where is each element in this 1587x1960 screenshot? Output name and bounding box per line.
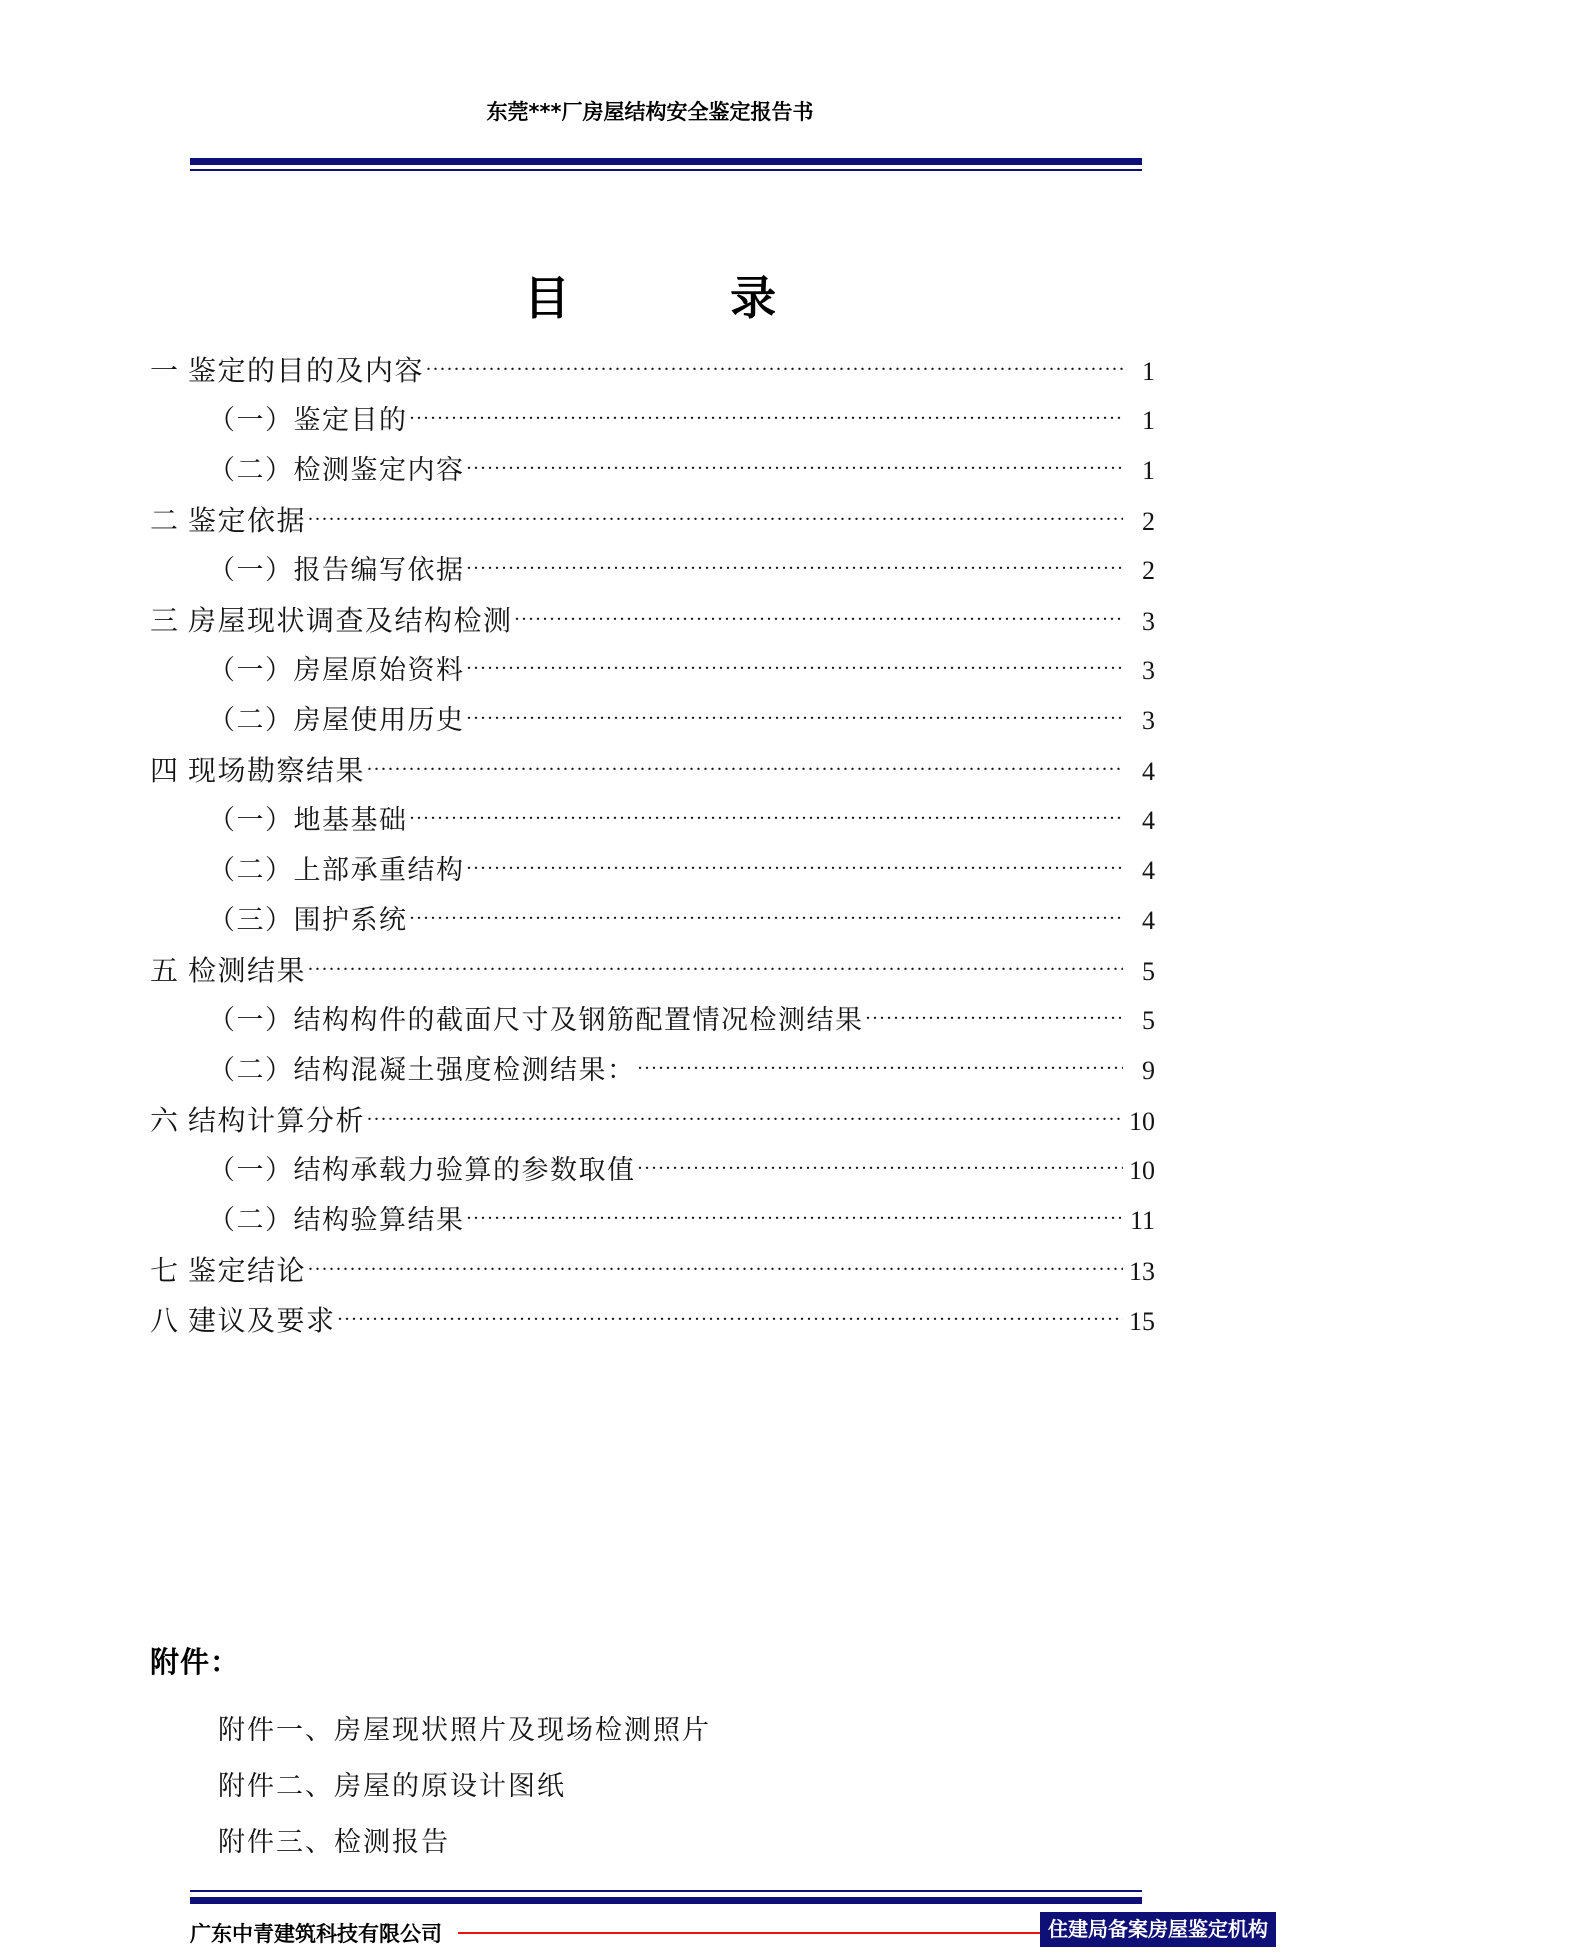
toc-entry-page-number: 4 xyxy=(1142,757,1155,786)
toc-entry[interactable] xyxy=(150,352,1155,402)
toc-entry[interactable] xyxy=(150,1002,1155,1052)
toc-entry-page-number: 10 xyxy=(1129,1156,1155,1185)
toc-entry-label: 六 结构计算分析 xyxy=(150,1106,366,1137)
toc-entry-label: （三）围护系统 xyxy=(208,905,408,935)
toc-entry-label: 七 鉴定结论 xyxy=(150,1256,307,1287)
toc-entry[interactable] xyxy=(150,1152,1155,1202)
toc-entry[interactable] xyxy=(150,952,1155,1002)
toc-entry[interactable] xyxy=(150,402,1155,452)
toc-entry-label: （二）房屋使用历史 xyxy=(208,705,465,735)
page-header xyxy=(150,96,1437,176)
toc-entry-label: 五 检测结果 xyxy=(150,956,307,987)
footer-red-line xyxy=(458,1932,1042,1934)
toc-entry-label: （二）结构混凝土强度检测结果： xyxy=(208,1055,636,1085)
toc-entry[interactable] xyxy=(150,502,1155,552)
toc-leader-dots xyxy=(426,352,1123,380)
toc-entry[interactable] xyxy=(150,752,1155,802)
toc-entry[interactable] xyxy=(150,552,1155,602)
toc-entry[interactable] xyxy=(150,602,1155,652)
footer-divider-thin xyxy=(190,1890,1142,1892)
attachment-item: 附件二、房屋的原设计图纸 xyxy=(218,1771,566,1801)
toc-entry-page-number: 4 xyxy=(1142,906,1155,935)
toc-leader-dots xyxy=(467,452,1124,479)
toc-entry-page-number: 15 xyxy=(1129,1307,1155,1336)
toc-entry[interactable] xyxy=(150,852,1155,902)
header-divider-thin xyxy=(190,169,1142,171)
toc-entry-page-number: 1 xyxy=(1142,456,1155,485)
toc-entry[interactable] xyxy=(150,652,1155,702)
toc-leader-dots xyxy=(467,1202,1124,1229)
toc-entry[interactable] xyxy=(150,902,1155,952)
toc-entry[interactable] xyxy=(150,802,1155,852)
toc-leader-dots xyxy=(308,952,1123,980)
toc-entry-label: （一）地基基础 xyxy=(208,805,408,835)
toc-leader-dots xyxy=(367,1102,1123,1130)
attachment-item: 附件一、房屋现状照片及现场检测照片 xyxy=(218,1715,711,1745)
toc-leader-dots xyxy=(410,902,1124,929)
toc-entry-page-number: 11 xyxy=(1129,1206,1155,1235)
toc-entry-label: （一）结构构件的截面尺寸及钢筋配置情况检测结果 xyxy=(208,1005,864,1035)
toc-leader-dots xyxy=(467,852,1124,879)
toc-leader-dots xyxy=(410,802,1124,829)
toc-leader-dots xyxy=(638,1152,1124,1179)
toc-leader-dots xyxy=(338,1302,1123,1330)
toc-entry-page-number: 1 xyxy=(1142,406,1155,435)
toc-entry-page-number: 3 xyxy=(1142,706,1155,735)
toc-entry-page-number: 4 xyxy=(1142,806,1155,835)
toc-entry-page-number: 5 xyxy=(1142,957,1155,986)
header-divider-thick xyxy=(190,158,1142,165)
toc-entry-page-number: 10 xyxy=(1129,1107,1155,1136)
attachment-item: 附件三、检测报告 xyxy=(218,1827,450,1857)
toc-entry-page-number: 9 xyxy=(1142,1056,1155,1085)
toc-entry[interactable] xyxy=(150,452,1155,502)
attachments-heading: 附件： xyxy=(150,1645,241,1679)
toc-entry-label: 一 鉴定的目的及内容 xyxy=(150,356,425,387)
toc-entry-page-number: 1 xyxy=(1142,357,1155,386)
toc-entry-page-number: 3 xyxy=(1142,656,1155,685)
toc-entry-label: （一）结构承载力验算的参数取值 xyxy=(208,1155,636,1185)
toc-entry-label: （一）房屋原始资料 xyxy=(208,655,465,685)
attachments-list xyxy=(218,1702,711,1870)
table-of-contents xyxy=(150,352,1155,1352)
footer-divider-thick xyxy=(190,1897,1142,1904)
toc-entry[interactable] xyxy=(150,1202,1155,1252)
toc-leader-dots xyxy=(638,1052,1124,1079)
toc-entry-page-number: 2 xyxy=(1142,507,1155,536)
toc-entry-label: （二）检测鉴定内容 xyxy=(208,455,465,485)
toc-entry-label: （二）结构验算结果 xyxy=(208,1205,465,1235)
toc-entry-page-number: 4 xyxy=(1142,856,1155,885)
toc-entry-label: （一）报告编写依据 xyxy=(208,555,465,585)
toc-entry-page-number: 3 xyxy=(1142,607,1155,636)
toc-leader-dots xyxy=(467,702,1124,729)
toc-entry[interactable] xyxy=(150,1302,1155,1352)
toc-entry[interactable] xyxy=(150,702,1155,752)
toc-entry-page-number: 5 xyxy=(1142,1006,1155,1035)
toc-entry-label: （一）鉴定目的 xyxy=(208,405,408,435)
toc-entry-page-number: 13 xyxy=(1129,1257,1155,1286)
page-footer xyxy=(150,1890,1437,1960)
toc-entry-label: 八 建议及要求 xyxy=(150,1306,336,1337)
toc-entry-label: （二）上部承重结构 xyxy=(208,855,465,885)
toc-entry[interactable] xyxy=(150,1052,1155,1102)
toc-entry-label: 二 鉴定依据 xyxy=(150,506,307,537)
toc-leader-dots xyxy=(467,552,1124,579)
toc-entry[interactable] xyxy=(150,1102,1155,1152)
toc-entry-page-number: 2 xyxy=(1142,556,1155,585)
toc-leader-dots xyxy=(515,602,1123,630)
toc-leader-dots xyxy=(866,1002,1124,1029)
toc-entry[interactable] xyxy=(150,1252,1155,1302)
footer-accreditation-badge: 住建局备案房屋鉴定机构 xyxy=(1040,1912,1276,1947)
page-title: 目 录 xyxy=(523,271,777,325)
toc-leader-dots xyxy=(410,402,1124,429)
header-title: 东莞***厂房屋结构安全鉴定报告书 xyxy=(486,100,814,124)
footer-company-name: 广东中青建筑科技有限公司 xyxy=(190,1922,442,1946)
toc-leader-dots xyxy=(367,752,1123,780)
toc-entry-label: 四 现场勘察结果 xyxy=(150,756,366,787)
toc-leader-dots xyxy=(467,652,1124,679)
toc-leader-dots xyxy=(308,1252,1123,1280)
toc-entry-label: 三 房屋现状调查及结构检测 xyxy=(150,606,513,637)
toc-leader-dots xyxy=(308,502,1123,530)
